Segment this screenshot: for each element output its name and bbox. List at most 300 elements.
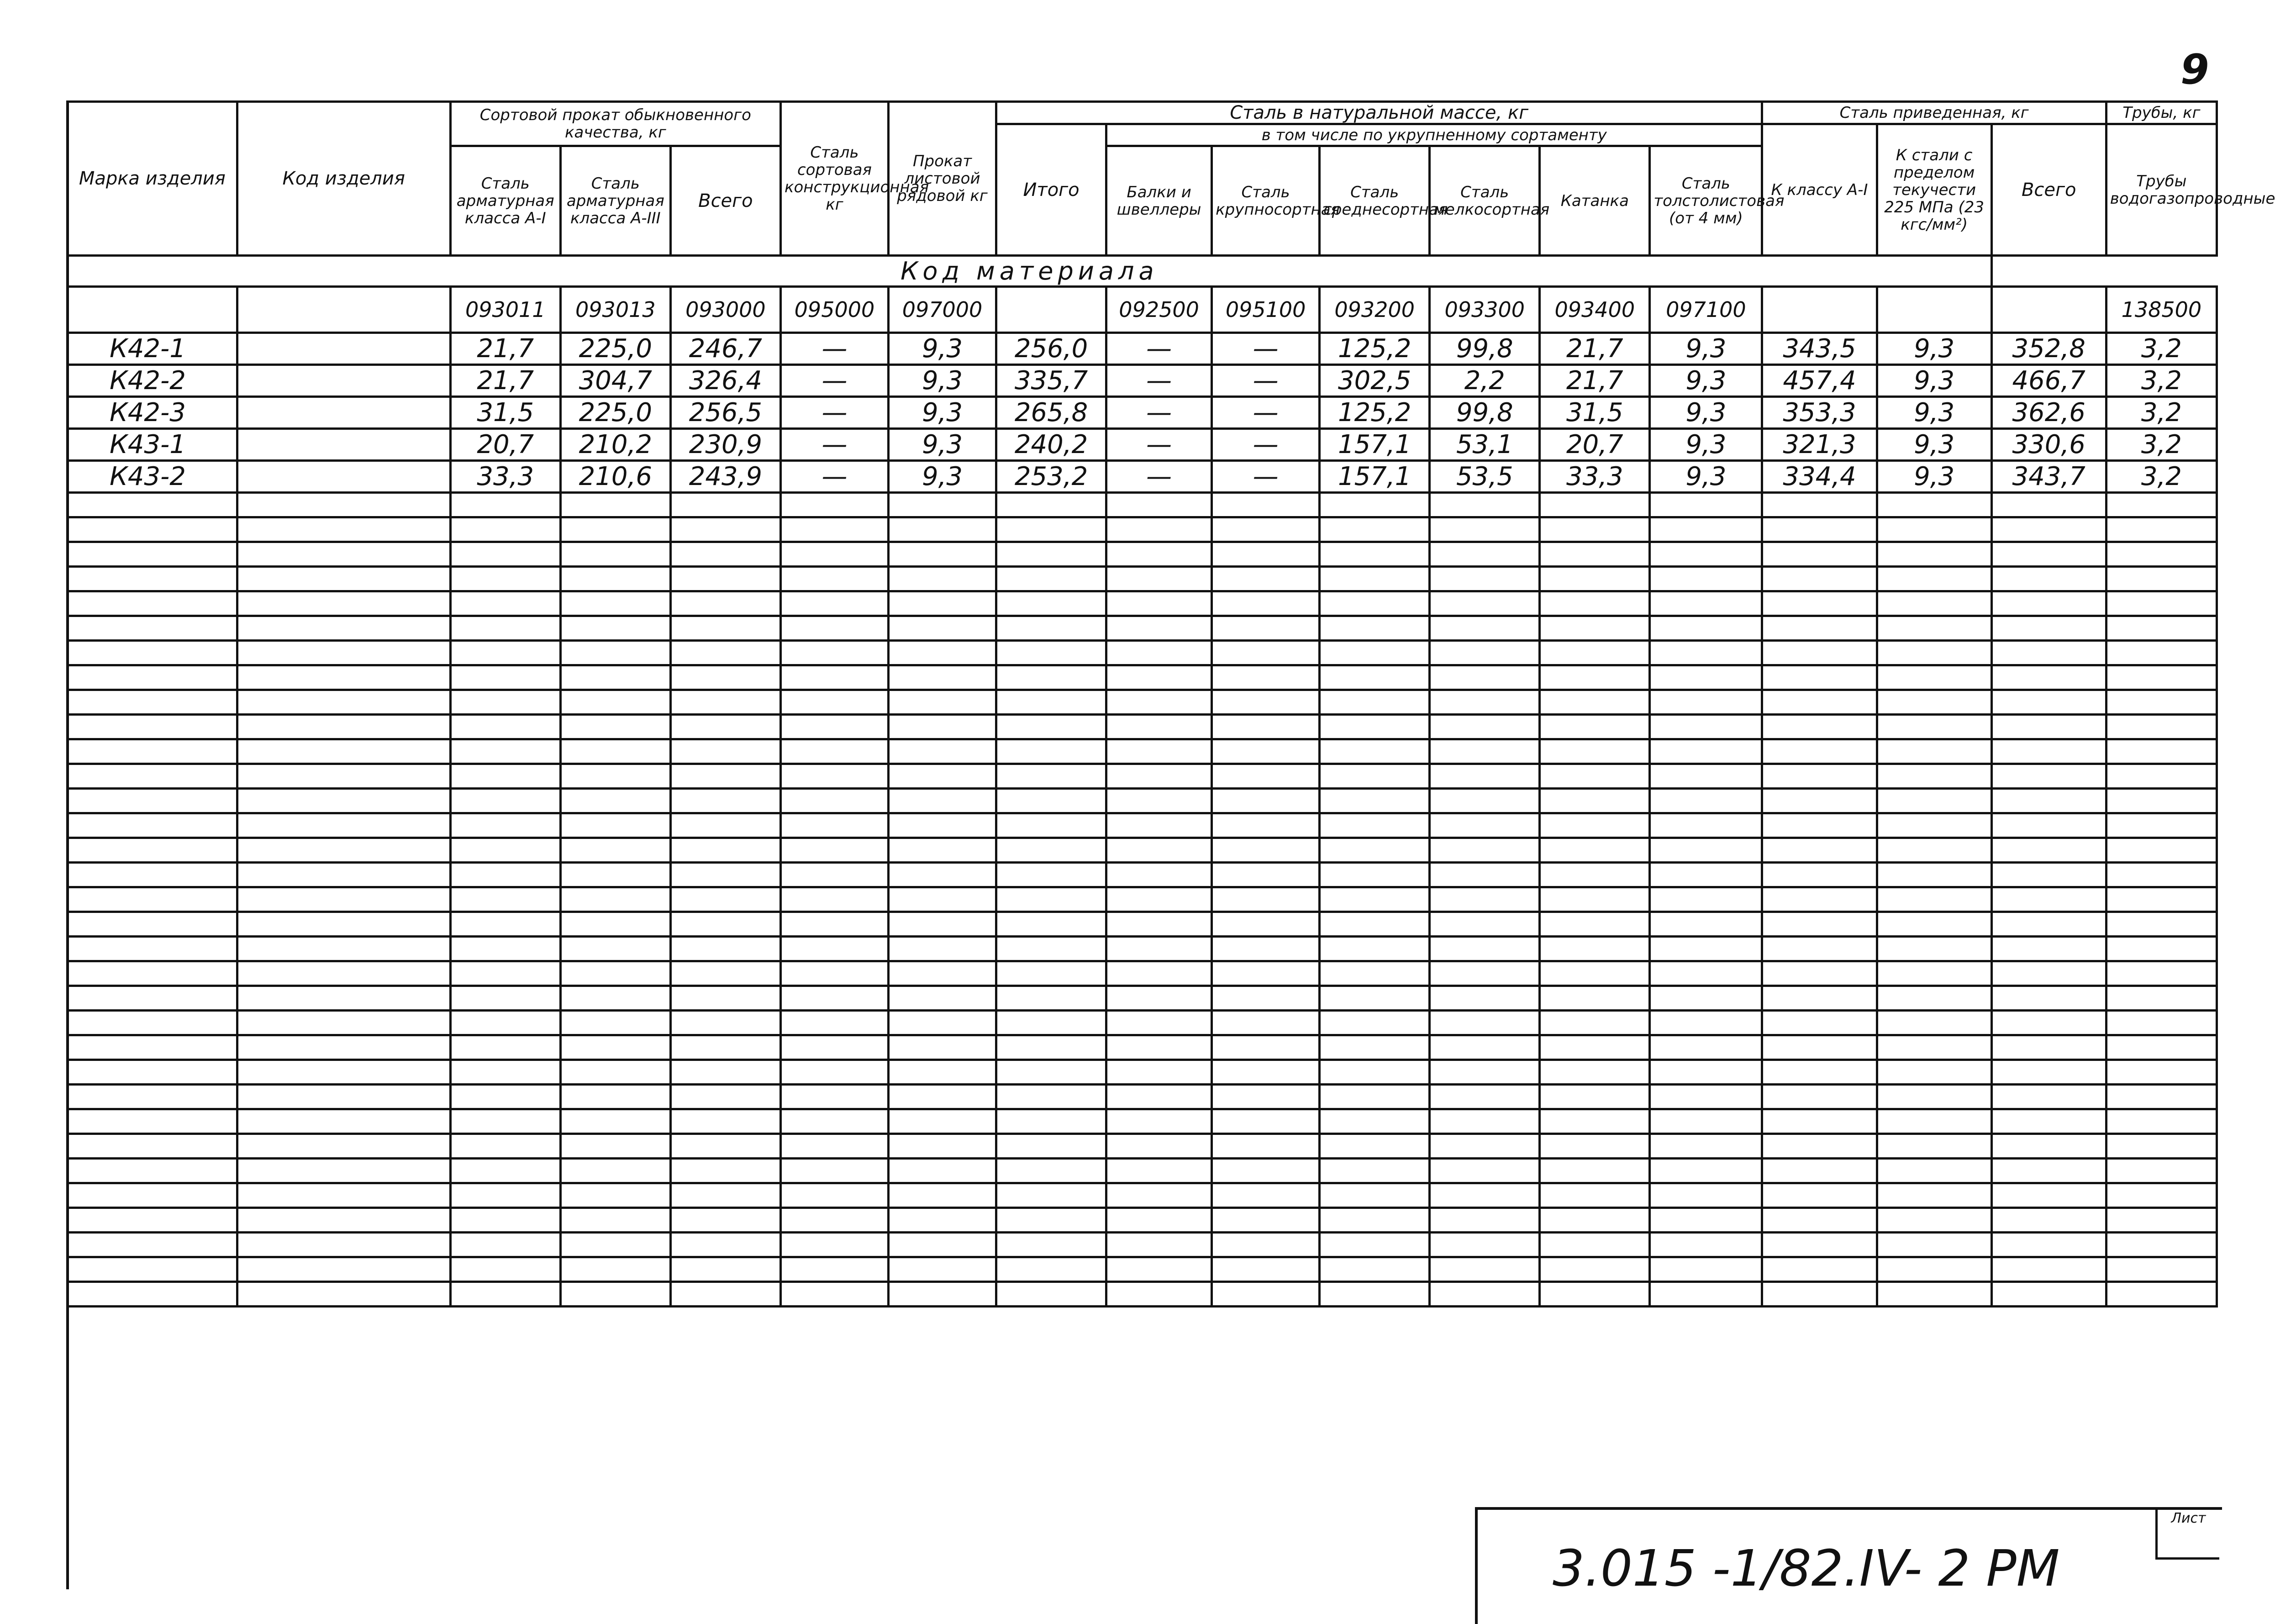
empty-cell [1430,764,1540,789]
empty-cell [450,690,560,715]
empty-cell [237,912,450,937]
material-code-cell [1762,287,1877,333]
code-col-blank-1 [68,287,237,333]
empty-cell [1212,690,1320,715]
empty-row [68,961,2217,986]
empty-cell [670,690,780,715]
empty-cell [1540,1109,1650,1134]
empty-cell [237,1134,450,1159]
empty-cell [1877,863,1991,887]
empty-cell [1762,838,1877,863]
empty-cell [2106,986,2217,1011]
empty-cell [996,493,1106,517]
empty-cell [670,1282,780,1307]
empty-cell [1540,912,1650,937]
row-cell: 9,3 [888,365,996,397]
header-medium-sort: Сталь среднесортная [1320,146,1430,256]
row-code [237,461,450,493]
table-row [68,365,2217,397]
empty-cell [780,937,888,961]
empty-cell [450,665,560,690]
empty-cell [2106,912,2217,937]
empty-cell [1650,1233,1762,1257]
empty-cell [780,1109,888,1134]
empty-cell [1991,690,2106,715]
row-cell: 256,5 [670,397,780,429]
empty-cell [1877,887,1991,912]
empty-cell [996,789,1106,813]
empty-cell [1320,493,1430,517]
empty-cell [2106,1233,2217,1257]
empty-cell [1212,715,1320,739]
empty-cell [996,838,1106,863]
empty-cell [780,591,888,616]
empty-cell [2106,616,2217,641]
row-cell: 362,6 [1991,397,2106,429]
empty-cell [888,739,996,764]
empty-cell [996,1208,1106,1233]
empty-cell [670,789,780,813]
empty-cell [68,1233,237,1257]
empty-cell [1650,1011,1762,1035]
empty-cell [2106,961,2217,986]
empty-cell [670,986,780,1011]
empty-cell [996,1035,1106,1060]
row-cell: 157,1 [1320,429,1430,461]
empty-cell [237,813,450,838]
empty-cell [1212,813,1320,838]
empty-cell [560,1233,670,1257]
row-cell: 210,2 [560,429,670,461]
empty-cell [1540,1183,1650,1208]
empty-cell [1762,641,1877,665]
empty-cell [670,1233,780,1257]
empty-cell [450,739,560,764]
header-beams: Балки и швеллеры [1106,146,1212,256]
empty-cell [1991,641,2106,665]
empty-cell [1430,1011,1540,1035]
empty-cell [780,1060,888,1085]
empty-cell [1762,1183,1877,1208]
row-cell: 9,3 [1650,397,1762,429]
empty-cell [1650,764,1762,789]
empty-cell [1991,764,2106,789]
empty-cell [1762,912,1877,937]
empty-cell [1762,739,1877,764]
empty-cell [1991,863,2106,887]
empty-cell [1540,690,1650,715]
empty-cell [1320,567,1430,591]
empty-cell [670,1208,780,1233]
row-cell: 33,3 [1540,461,1650,493]
empty-cell [1991,961,2106,986]
empty-cell [1430,789,1540,813]
header-sortovoy-group: Сортовой прокат обыкновенного качества, кг [450,102,780,146]
empty-cell [780,1159,888,1183]
empty-cell [996,665,1106,690]
row-mark: К42-2 [68,365,237,397]
row-cell: 125,2 [1320,333,1430,365]
empty-cell [780,567,888,591]
empty-cell [1877,1282,1991,1307]
empty-cell [1320,789,1430,813]
empty-cell [1540,493,1650,517]
empty-cell [2106,764,2217,789]
empty-cell [1650,665,1762,690]
empty-cell [1430,690,1540,715]
empty-cell [1212,1134,1320,1159]
empty-cell [1991,789,2106,813]
empty-cell [780,1011,888,1035]
empty-cell [2106,1085,2217,1109]
empty-cell [1430,1060,1540,1085]
empty-cell [450,789,560,813]
header-reduced-group: Сталь приведенная, кг [1762,102,2106,124]
empty-cell [450,1233,560,1257]
empty-cell [780,764,888,789]
empty-cell [996,937,1106,961]
empty-cell [450,961,560,986]
header-reduced-total: Всего [1991,124,2106,256]
empty-cell [68,616,237,641]
empty-cell [560,937,670,961]
empty-cell [1762,1208,1877,1233]
row-cell: 31,5 [1540,397,1650,429]
empty-cell [1650,1060,1762,1085]
header-pipes-water: Трубы водогазопроводные [2106,124,2217,256]
empty-cell [1762,1011,1877,1035]
empty-cell [450,616,560,641]
row-cell: — [780,397,888,429]
empty-cell [670,863,780,887]
empty-cell [670,517,780,542]
empty-cell [1320,1282,1430,1307]
empty-cell [1106,690,1212,715]
empty-row [68,1183,2217,1208]
empty-cell [888,567,996,591]
empty-cell [1877,665,1991,690]
material-code-cell: 093013 [560,287,670,333]
row-code [237,333,450,365]
empty-cell [888,863,996,887]
row-cell: — [1106,429,1212,461]
empty-cell [2106,1282,2217,1307]
empty-cell [68,1011,237,1035]
empty-cell [996,739,1106,764]
empty-cell [670,838,780,863]
empty-cell [237,1282,450,1307]
empty-cell [670,1257,780,1282]
material-code-cell [996,287,1106,333]
empty-cell [996,764,1106,789]
empty-cell [888,1134,996,1159]
empty-cell [670,542,780,567]
empty-cell [1877,1085,1991,1109]
empty-cell [1106,542,1212,567]
empty-cell [1212,1060,1320,1085]
empty-row [68,1257,2217,1282]
empty-cell [670,912,780,937]
empty-cell [1877,1011,1991,1035]
empty-cell [68,493,237,517]
empty-cell [560,1159,670,1183]
empty-cell [68,591,237,616]
empty-cell [1650,912,1762,937]
empty-cell [780,863,888,887]
empty-cell [237,542,450,567]
row-cell: 21,7 [1540,333,1650,365]
empty-cell [1650,715,1762,739]
row-cell: 343,7 [1991,461,2106,493]
empty-cell [1877,1183,1991,1208]
empty-cell [1430,1233,1540,1257]
empty-cell [2106,813,2217,838]
empty-cell [1877,591,1991,616]
empty-row [68,739,2217,764]
empty-cell [1430,739,1540,764]
empty-cell [450,1282,560,1307]
empty-cell [1991,715,2106,739]
empty-cell [1762,1109,1877,1134]
empty-cell [68,789,237,813]
empty-cell [237,1183,450,1208]
row-cell: 352,8 [1991,333,2106,365]
row-cell: — [1212,429,1320,461]
empty-row [68,665,2217,690]
empty-cell [68,764,237,789]
empty-cell [1650,1109,1762,1134]
empty-cell [670,1060,780,1085]
empty-cell [1320,1257,1430,1282]
empty-cell [1540,1011,1650,1035]
empty-cell [237,715,450,739]
empty-cell [560,1035,670,1060]
header-incl-group: в том числе по укрупненному сортаменту [1106,124,1762,146]
material-code-cell: 095000 [780,287,888,333]
empty-cell [68,937,237,961]
row-cell: 3,2 [2106,429,2217,461]
empty-cell [450,1183,560,1208]
empty-cell [1540,542,1650,567]
empty-cell [1106,937,1212,961]
material-code-cell: 093200 [1320,287,1430,333]
empty-cell [1320,1183,1430,1208]
empty-cell [450,1011,560,1035]
empty-cell [1991,1233,2106,1257]
empty-cell [996,887,1106,912]
empty-cell [1212,1085,1320,1109]
empty-cell [1106,739,1212,764]
empty-cell [996,517,1106,542]
empty-cell [670,1085,780,1109]
empty-cell [560,1183,670,1208]
empty-cell [1106,1233,1212,1257]
empty-cell [1991,1134,2106,1159]
row-cell: 246,7 [670,333,780,365]
row-mark: К42-1 [68,333,237,365]
empty-cell [1650,887,1762,912]
empty-cell [68,665,237,690]
empty-cell [780,542,888,567]
empty-cell [1106,1011,1212,1035]
empty-cell [2106,715,2217,739]
empty-cell [68,1183,237,1208]
empty-cell [1540,764,1650,789]
empty-cell [1540,567,1650,591]
empty-cell [1212,887,1320,912]
empty-row [68,937,2217,961]
empty-cell [1650,616,1762,641]
empty-cell [1991,665,2106,690]
row-cell: 9,3 [1650,365,1762,397]
empty-cell [1762,1159,1877,1183]
empty-cell [237,739,450,764]
empty-cell [68,961,237,986]
empty-cell [237,1085,450,1109]
empty-cell [1991,517,2106,542]
material-code-cell: 093000 [670,287,780,333]
empty-cell [560,567,670,591]
empty-cell [450,838,560,863]
empty-cell [237,1159,450,1183]
empty-cell [450,1085,560,1109]
empty-cell [996,986,1106,1011]
empty-cell [1762,863,1877,887]
empty-cell [1540,1159,1650,1183]
row-code [237,365,450,397]
empty-cell [1650,937,1762,961]
empty-cell [450,863,560,887]
empty-cell [237,863,450,887]
empty-cell [780,961,888,986]
empty-cell [1762,665,1877,690]
header-pipes-group: Трубы, кг [2106,102,2217,124]
empty-cell [560,1085,670,1109]
empty-cell [1320,986,1430,1011]
empty-cell [888,1282,996,1307]
empty-cell [996,542,1106,567]
empty-cell [1106,1208,1212,1233]
empty-cell [780,887,888,912]
empty-cell [1650,1159,1762,1183]
empty-cell [1320,690,1430,715]
empty-cell [888,986,996,1011]
empty-cell [780,1282,888,1307]
empty-cell [450,542,560,567]
empty-cell [1320,1060,1430,1085]
empty-cell [237,789,450,813]
empty-cell [1540,517,1650,542]
empty-cell [1540,591,1650,616]
header-itogo: Итого [996,124,1106,256]
empty-cell [1540,863,1650,887]
empty-cell [560,986,670,1011]
empty-row [68,542,2217,567]
header-natural-group: Сталь в натуральной массе, кг [996,102,1762,124]
empty-cell [1430,1085,1540,1109]
empty-cell [1650,517,1762,542]
row-cell: 243,9 [670,461,780,493]
empty-row [68,1109,2217,1134]
empty-cell [2106,665,2217,690]
empty-cell [1762,567,1877,591]
empty-cell [1877,813,1991,838]
header-code: Код изделия [237,102,450,256]
empty-cell [780,616,888,641]
empty-cell [1430,591,1540,616]
empty-cell [1106,764,1212,789]
row-cell: 3,2 [2106,365,2217,397]
row-code [237,397,450,429]
empty-cell [1650,1208,1762,1233]
empty-cell [670,739,780,764]
row-cell: 256,0 [996,333,1106,365]
empty-cell [1212,641,1320,665]
empty-cell [1106,1134,1212,1159]
empty-cell [237,986,450,1011]
empty-cell [237,616,450,641]
empty-cell [1650,1183,1762,1208]
empty-cell [888,1060,996,1085]
empty-cell [888,715,996,739]
empty-cell [1991,813,2106,838]
empty-cell [1540,616,1650,641]
empty-cell [1320,1035,1430,1060]
empty-cell [2106,838,2217,863]
row-cell: — [780,461,888,493]
empty-cell [1320,739,1430,764]
empty-cell [780,1183,888,1208]
empty-cell [1540,1233,1650,1257]
empty-cell [450,813,560,838]
empty-cell [1877,1233,1991,1257]
row-cell: 9,3 [888,461,996,493]
empty-cell [450,715,560,739]
empty-cell [888,1183,996,1208]
material-code-cell: 097100 [1650,287,1762,333]
empty-cell [780,1085,888,1109]
header-to-class-a1: К классу А-I [1762,124,1877,256]
empty-cell [1320,665,1430,690]
row-cell: 53,1 [1430,429,1540,461]
empty-cell [1212,789,1320,813]
header-steel-structural: Сталь сортовая конструкционная кг [780,102,888,256]
empty-cell [1212,542,1320,567]
empty-cell [68,912,237,937]
empty-cell [450,1134,560,1159]
empty-cell [888,1085,996,1109]
row-cell: — [780,333,888,365]
empty-cell [1106,1282,1212,1307]
empty-cell [1106,1183,1212,1208]
empty-cell [1212,1233,1320,1257]
empty-row [68,813,2217,838]
empty-cell [68,887,237,912]
empty-cell [1430,1134,1540,1159]
empty-cell [237,838,450,863]
empty-cell [1430,961,1540,986]
empty-cell [888,493,996,517]
row-cell: 240,2 [996,429,1106,461]
empty-cell [1877,739,1991,764]
empty-cell [888,517,996,542]
empty-cell [1430,616,1540,641]
empty-cell [670,961,780,986]
empty-cell [1762,616,1877,641]
empty-cell [237,1257,450,1282]
empty-cell [1991,1282,2106,1307]
empty-cell [888,591,996,616]
